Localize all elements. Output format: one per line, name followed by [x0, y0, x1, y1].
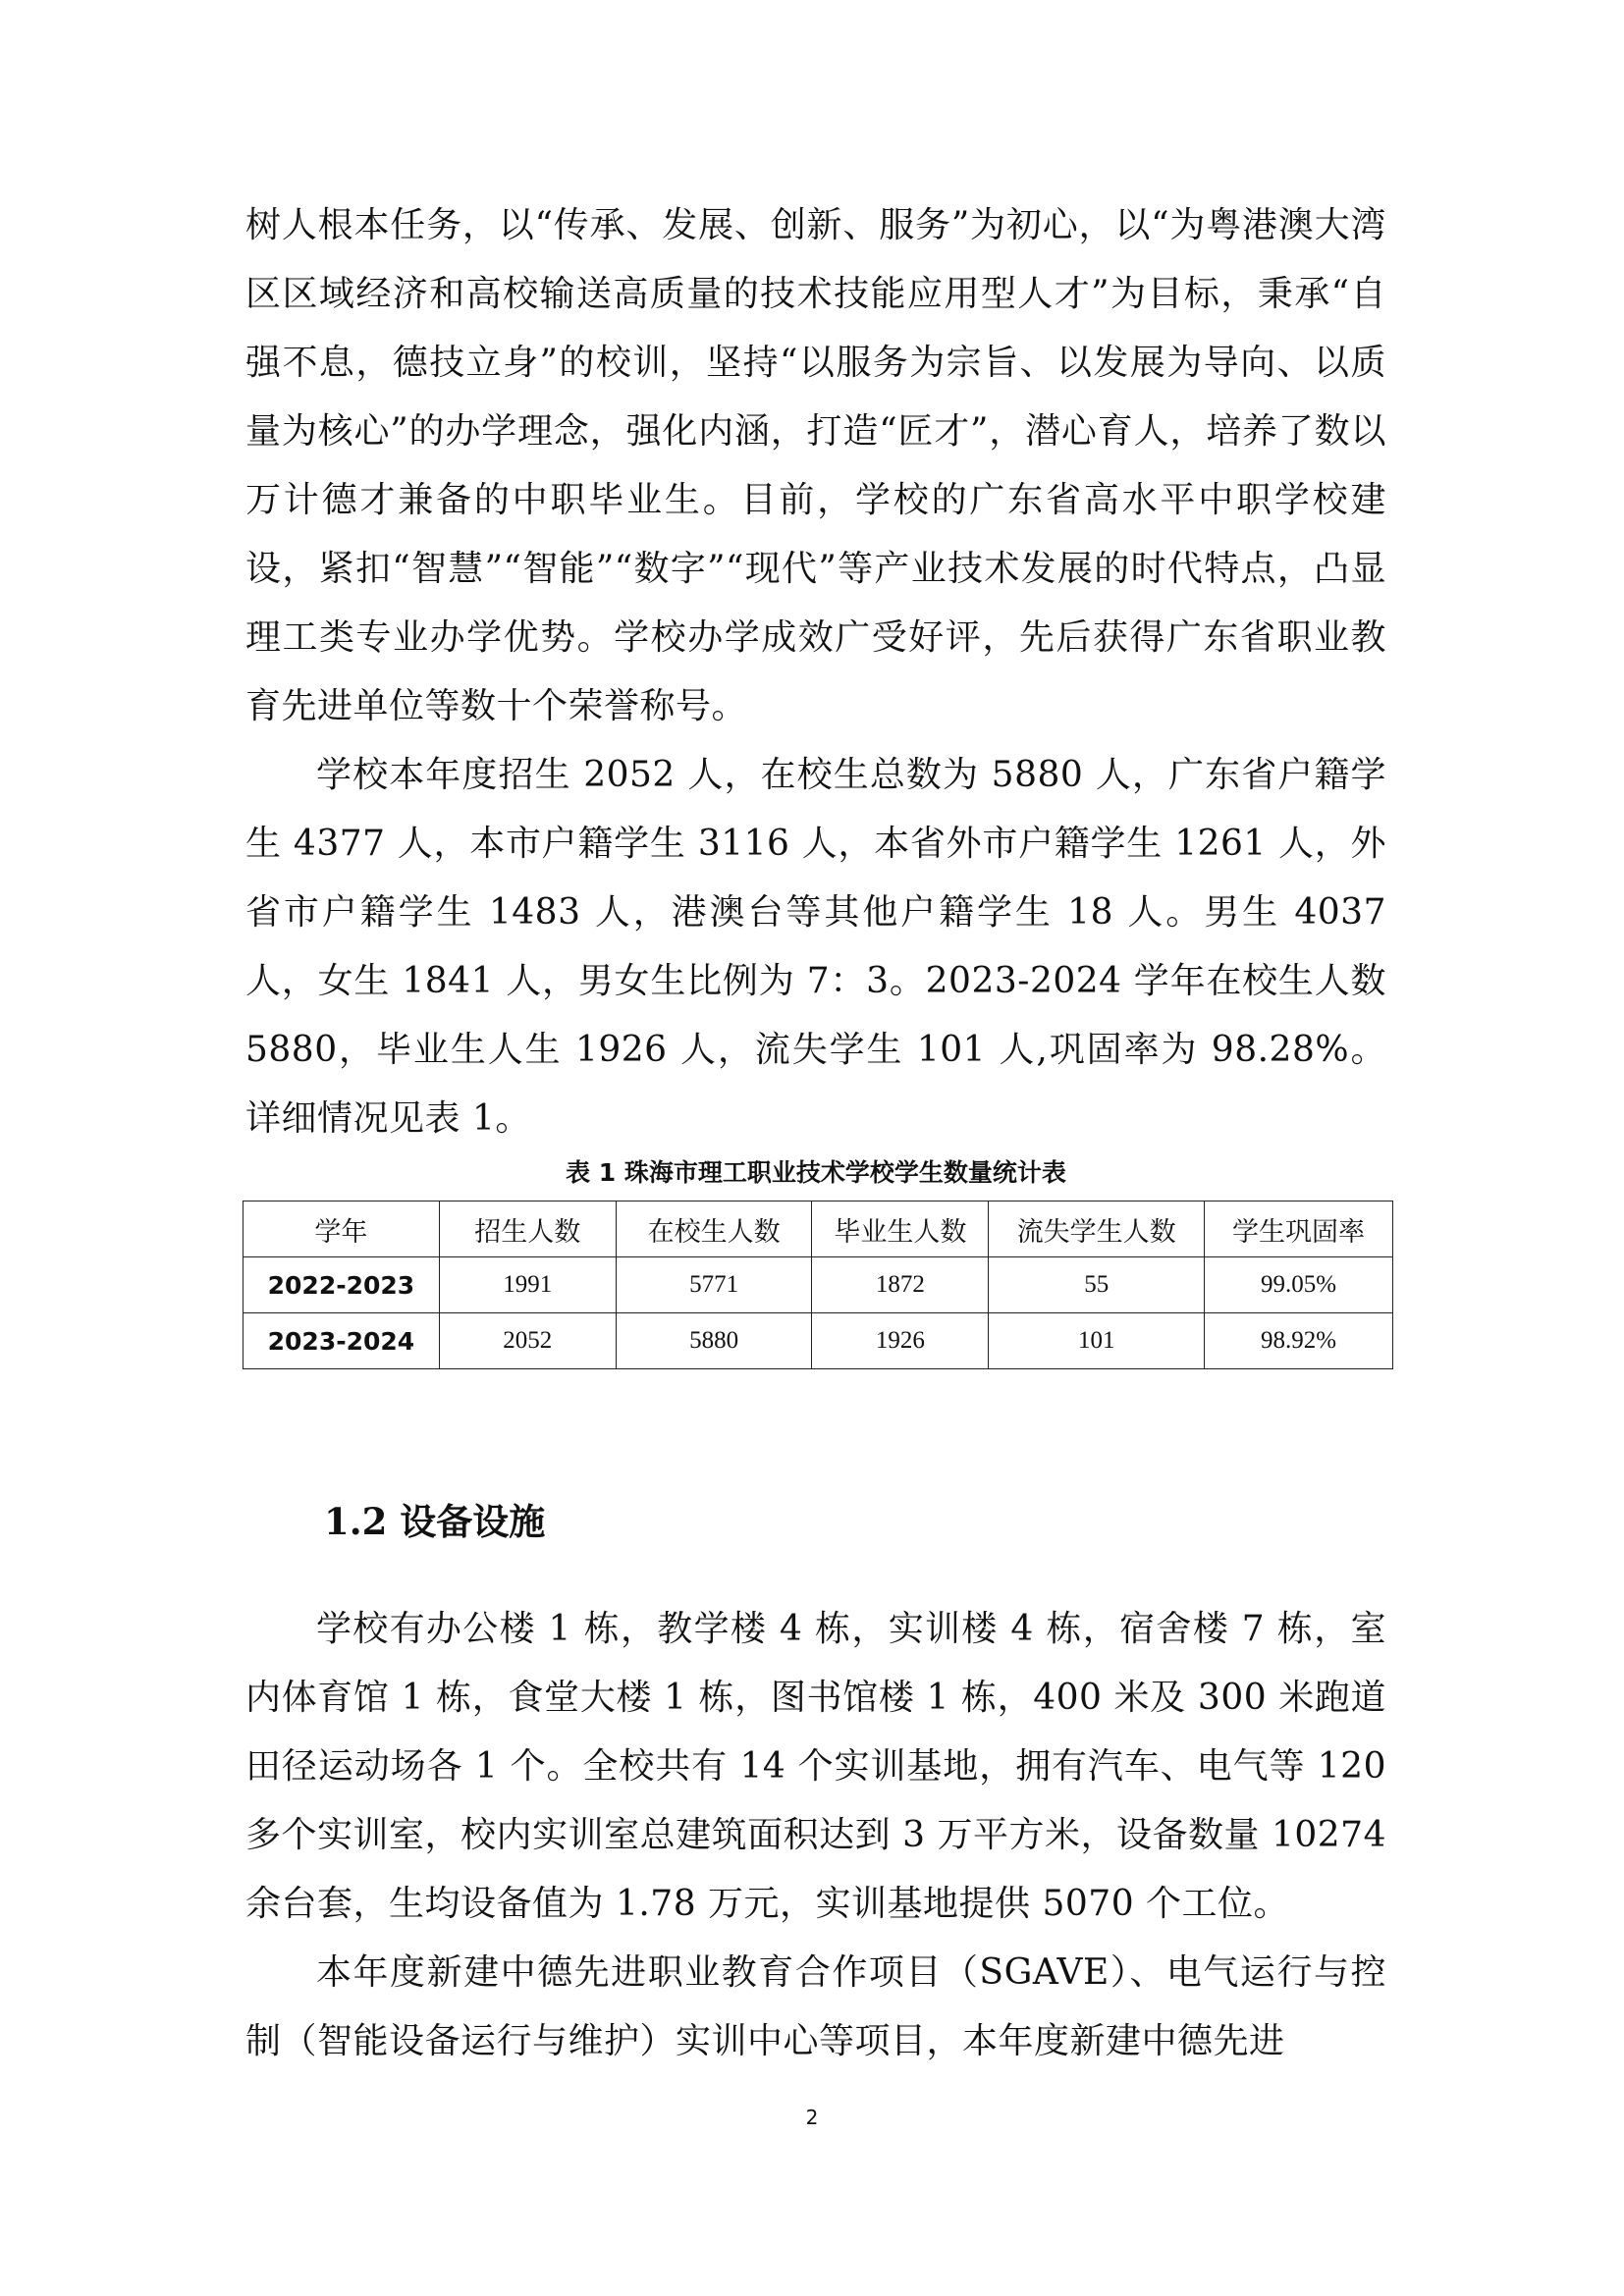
header-graduates: 毕业生人数 [812, 1201, 989, 1257]
table-caption: 表 1 珠海市理工职业技术学校学生数量统计表 [566, 1158, 1066, 1187]
paragraph-enrollment-stats: 学校本年度招生 2052 人，在校生总数为 5880 人，广东省户籍学生 4377 人，本市户籍学生 3116 人，本省外市户籍学生 1261 人，外省市户籍学生 1483 人，港澳台等其他户籍学生 18 人。男生 4037 人，女生 1841 人，男女生比例为 7：3。2023-2024 学年在校生人数 5880，毕业生人生 1926 人，流失学生 101 人,巩固率为 98.28%。详细情况见表 1。 [245, 755, 1386, 1139]
header-enrollment: 招生人数 [439, 1201, 616, 1257]
table-header-row [244, 1201, 1393, 1257]
cell-year: 2023-2024 [244, 1313, 440, 1369]
header-current-students: 在校生人数 [616, 1201, 812, 1257]
cell-current-students: 5771 [616, 1257, 812, 1313]
cell-current-students: 5880 [616, 1313, 812, 1369]
cell-year: 2022-2023 [244, 1257, 440, 1313]
table-row [244, 1257, 1393, 1313]
paragraph-new-projects: 本年度新建中德先进职业教育合作项目（SGAVE）、电气运行与控制（智能设备运行与维护）实训中心等项目，本年度新建中德先进 [245, 1952, 1386, 2061]
student-statistics-table [243, 1201, 1393, 1369]
cell-retention-rate: 99.05% [1205, 1257, 1393, 1313]
cell-enrollment: 2052 [439, 1313, 616, 1369]
body-text-top [245, 191, 1386, 1153]
paragraph-facilities: 学校有办公楼 1 栋，教学楼 4 栋，实训楼 4 栋，宿舍楼 7 栋，室内体育馆 1 栋，食堂大楼 1 栋，图书馆楼 1 栋，400 米及 300 米跑道田径运动场各 1 个。全校共有 14 个实训基地，拥有汽车、电气等 120 多个实训室，校内实训室总建筑面积达到 3 万平方米，设备数量 10274 余台套，生均设备值为 1.78 万元，实训基地提供 5070 个工位。 [245, 1609, 1386, 1924]
paragraph-school-mission: 树人根本任务，以“传承、发展、创新、服务”为初心，以“为粤港澳大湾区区域经济和高校输送高质量的技术技能应用型人才”为目标，秉承“自强不息，德技立身”的校训，坚持“以服务为宗旨、以发展为导向、以质量为核心”的办学理念，强化内涵，打造“匠才”，潜心育人，培养了数以万计德才兼备的中职毕业生。目前，学校的广东省高水平中职学校建设，紧扣“智慧”“智能”“数字”“现代”等产业技术发展的时代特点，凸显理工类专业办学优势。学校办学成效广受好评，先后获得广东省职业教育先进单位等数十个荣誉称号。 [245, 205, 1386, 726]
section-heading: 1.2 设备设施 [324, 1500, 546, 1543]
body-text-bottom [245, 1595, 1386, 2076]
cell-retention-rate: 98.92% [1205, 1313, 1393, 1369]
table-row [244, 1313, 1393, 1369]
cell-graduates: 1872 [812, 1257, 989, 1313]
page-number: 2 [805, 2106, 819, 2129]
cell-dropouts: 101 [989, 1313, 1205, 1369]
cell-graduates: 1926 [812, 1313, 989, 1369]
cell-dropouts: 55 [989, 1257, 1205, 1313]
header-academic-year: 学年 [244, 1201, 440, 1257]
header-retention-rate: 学生巩固率 [1205, 1201, 1393, 1257]
cell-enrollment: 1991 [439, 1257, 616, 1313]
header-dropouts: 流失学生人数 [989, 1201, 1205, 1257]
